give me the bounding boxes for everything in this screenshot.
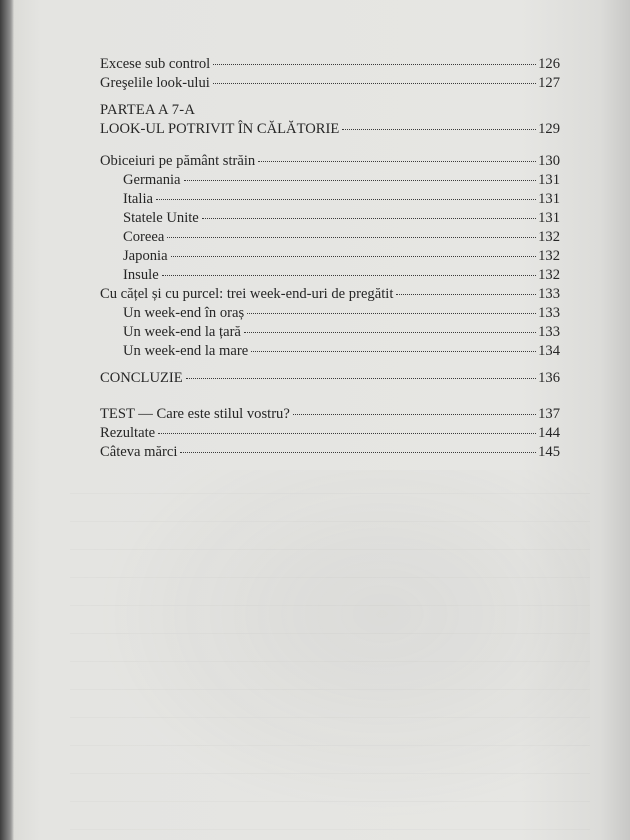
toc-entry-page: 131	[538, 210, 560, 226]
toc-entry	[100, 285, 560, 304]
toc-entry-label: Cu cățel și cu purcel: trei week-end-uri de pregătit	[100, 286, 394, 302]
toc-entry	[100, 443, 560, 462]
toc-entry	[100, 55, 560, 74]
dot-leader	[247, 313, 536, 314]
dot-leader	[244, 332, 536, 333]
toc-entry	[100, 266, 560, 285]
toc-entry	[100, 323, 560, 342]
toc-entry	[100, 152, 560, 171]
part-heading: PARTEA A 7-A	[100, 102, 196, 118]
toc-entry-page: 126	[538, 56, 560, 72]
dot-leader	[293, 414, 536, 415]
toc-entry-page: 133	[538, 286, 560, 302]
toc-entry-label: Coreea	[123, 229, 165, 245]
toc-entry-page: 132	[538, 267, 560, 283]
toc-entry	[100, 424, 560, 443]
toc-entry	[100, 190, 560, 209]
toc-entry	[100, 405, 560, 424]
toc-entry	[100, 228, 560, 247]
toc-entry	[100, 74, 560, 93]
dot-leader	[180, 452, 536, 453]
dot-leader	[251, 351, 536, 352]
toc-entry-page: 133	[538, 324, 560, 340]
toc-entry-label: TEST — Care este stilul vostru?	[100, 406, 290, 422]
table-of-contents	[100, 55, 560, 462]
toc-entry-page: 134	[538, 343, 560, 359]
toc-entry-page: 136	[538, 370, 560, 386]
dot-leader	[156, 199, 536, 200]
toc-entry-page: 129	[538, 121, 560, 137]
dot-leader	[162, 275, 536, 276]
dot-leader	[202, 218, 536, 219]
dot-leader	[186, 378, 536, 379]
toc-entry-label: Japonia	[123, 248, 168, 264]
dot-leader	[158, 433, 536, 434]
toc-entry-label: Greşelile look-ului	[100, 75, 210, 91]
binding-shadow	[0, 0, 14, 840]
dot-leader	[184, 180, 537, 181]
dot-leader	[258, 161, 536, 162]
toc-entry-label: Rezultate	[100, 425, 156, 441]
dot-leader	[167, 237, 536, 238]
toc-entry-label: CONCLUZIE	[100, 370, 183, 386]
dot-leader	[213, 64, 536, 65]
toc-entry-page: 137	[538, 406, 560, 422]
toc-entry-page: 132	[538, 229, 560, 245]
toc-entry	[100, 171, 560, 190]
toc-entry-label: Câteva mărci	[100, 444, 178, 460]
dot-leader	[396, 294, 536, 295]
toc-entry-page: 127	[538, 75, 560, 91]
toc-entry-page: 133	[538, 305, 560, 321]
toc-entry-page: 144	[538, 425, 560, 441]
toc-entry-label: Italia	[123, 191, 153, 207]
toc-entry-label: Un week-end în oraș	[123, 305, 245, 321]
toc-entry-label: Obiceiuri pe pământ străin	[100, 153, 256, 169]
dot-leader	[171, 256, 537, 257]
toc-entry	[100, 209, 560, 228]
toc-entry	[100, 342, 560, 361]
toc-entry-concluzie	[100, 369, 560, 388]
toc-entry-label: Statele Unite	[123, 210, 199, 226]
toc-entry-label: Un week-end la mare	[123, 343, 249, 359]
dot-leader	[213, 83, 536, 84]
dot-leader	[342, 129, 536, 130]
toc-entry-page: 145	[538, 444, 560, 460]
toc-entry-label: Insule	[123, 267, 159, 283]
toc-entry	[100, 247, 560, 266]
toc-entry-label: Germania	[123, 172, 181, 188]
toc-entry-page: 131	[538, 172, 560, 188]
toc-entry-page: 131	[538, 191, 560, 207]
toc-entry-label: Excese sub control	[100, 56, 211, 72]
part-title: LOOK-UL POTRIVIT ÎN CĂLĂTORIE	[100, 121, 340, 137]
toc-entry-page: 130	[538, 153, 560, 169]
show-through-texture	[70, 470, 590, 830]
toc-entry-label: Un week-end la țară	[123, 324, 241, 340]
part-title-entry	[100, 120, 560, 139]
toc-entry	[100, 304, 560, 323]
toc-entry-page: 132	[538, 248, 560, 264]
